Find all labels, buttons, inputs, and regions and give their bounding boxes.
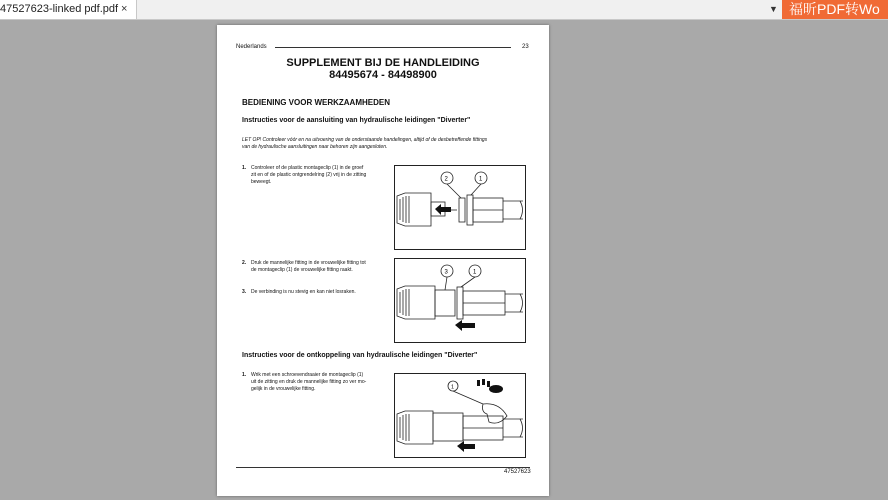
step-text: Druk de mannelijke fitting in de vrouwelijke fitting tot	[251, 260, 366, 266]
section-heading: BEDIENING VOOR WERKZAAMHEDEN	[242, 98, 391, 107]
callout-label-2: 2	[444, 176, 448, 183]
step-2	[242, 260, 366, 267]
tab-close-button[interactable]: ×	[121, 3, 128, 15]
step-number: 1.	[242, 372, 247, 378]
step-1-line-3: beweegt.	[251, 179, 272, 185]
step-4	[242, 372, 363, 379]
warning-note-line-2: van de hydraulische aansluitingen naar behoren zijn aangesloten.	[242, 144, 388, 150]
step-number: 2.	[242, 260, 247, 266]
header-language: Nederlands	[236, 44, 267, 50]
footer-rule	[236, 467, 530, 468]
figure-fitting-connect-2	[394, 258, 526, 343]
callout-label-1: 1	[479, 176, 483, 183]
step-4-line-2: uit de zitting en druk de mannelijke fitting zo ver mo-	[251, 379, 367, 385]
tab-title: 47527623-linked pdf.pdf	[0, 3, 119, 15]
fitting-illustration-1	[395, 166, 525, 249]
tab-bar	[0, 0, 888, 20]
callout-label-1: 1	[451, 384, 455, 391]
callout-label-1: 1	[473, 269, 477, 276]
subsection-heading-disconnect: Instructies voor de ontkoppeling van hydraulische leidingen "Diverter"	[242, 352, 478, 359]
callout-label-3: 3	[444, 269, 448, 276]
page-subtitle: 84495674 - 84498900	[329, 69, 437, 81]
step-3	[242, 289, 356, 296]
pdf-convert-promo-button[interactable]: 福昕PDF转Wo	[782, 0, 888, 19]
figure-fitting-disconnect	[394, 373, 526, 458]
warning-note-line-1: LET OP! Controleer vóór en na uitvoering van de onderstaande handelingen, altijd of de desbetreffende fittings	[242, 137, 488, 143]
header-rule	[275, 47, 511, 48]
header-page-number: 23	[522, 44, 529, 50]
step-number: 1.	[242, 165, 247, 171]
step-text: Wrik met een schroevendraaier de montageclip (1)	[251, 372, 364, 378]
step-1	[242, 165, 363, 172]
figure-fitting-connect-1	[394, 165, 526, 250]
fitting-illustration-3	[395, 374, 525, 457]
step-1-line-2: zit en of de plastic ontgrendelring (2) vrij in de zitting	[251, 172, 367, 178]
step-4-line-3: gelijk in de vrouwelijke fitting.	[251, 386, 316, 392]
page-title: SUPPLEMENT BIJ DE HANDLEIDING	[286, 57, 480, 69]
tab-list-dropdown-icon[interactable]: ▼	[769, 4, 778, 14]
subsection-heading-connect: Instructies voor de aansluiting van hydraulische leidingen "Diverter"	[242, 117, 471, 124]
fitting-illustration-2	[395, 259, 525, 342]
step-text: Controleer of de plastic montageclip (1) in de groef	[251, 165, 364, 171]
document-tab[interactable]	[0, 0, 137, 19]
step-2-line-2: de montageclip (1) de vrouwelijke fitting raakt.	[251, 267, 353, 273]
footer-document-number: 47527623	[504, 469, 531, 475]
step-number: 3.	[242, 289, 247, 295]
step-text: De verbinding is nu stevig en kan niet losraken.	[251, 289, 356, 295]
pdf-page	[217, 25, 549, 496]
